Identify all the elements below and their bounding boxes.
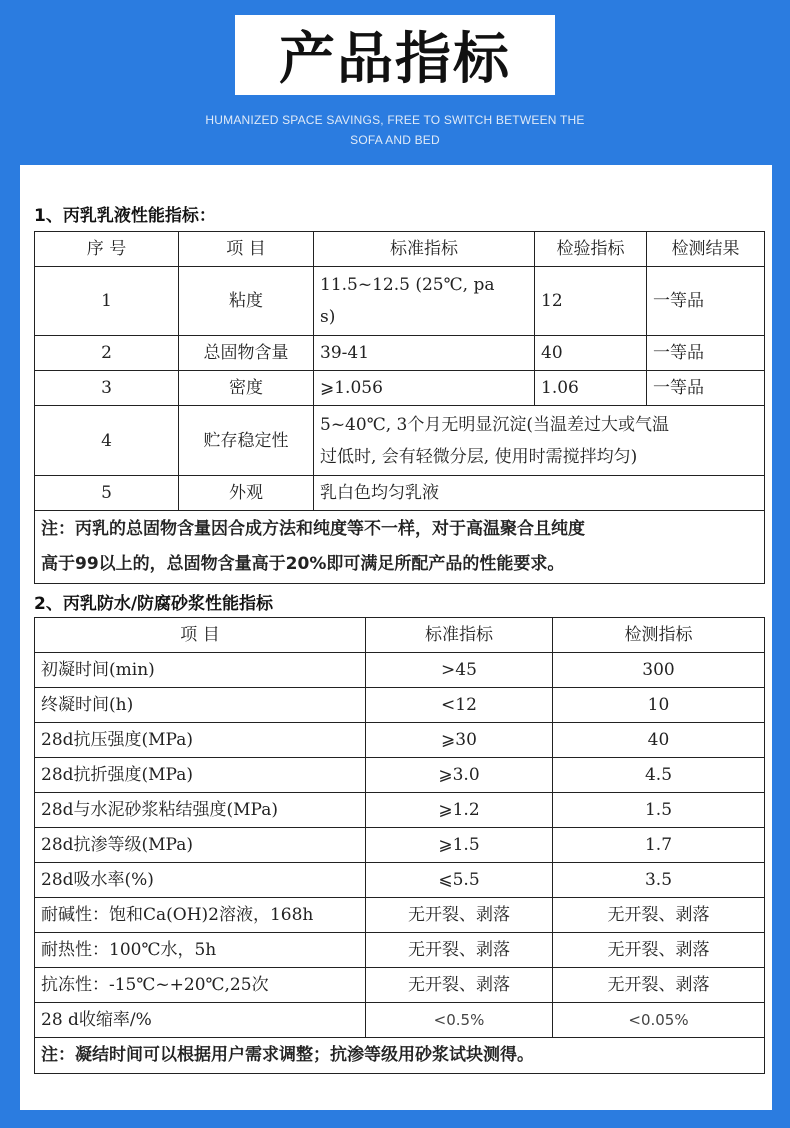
row-test: 40: [553, 723, 765, 758]
row-result: 一等品: [647, 371, 765, 406]
row-item: 28d抗压强度(MPa): [35, 723, 366, 758]
table-row: [35, 933, 765, 968]
row-item: 外观: [179, 476, 314, 511]
table-header-row: [35, 232, 765, 267]
row-test: 4.5: [553, 758, 765, 793]
row-no: 2: [35, 336, 179, 371]
row-test: 300: [553, 653, 765, 688]
row-standard: 无开裂、剥落: [366, 968, 553, 1003]
row-standard: >45: [366, 653, 553, 688]
note-row: [35, 511, 765, 584]
content-panel: [20, 165, 772, 1110]
row-standard: 无开裂、剥落: [366, 898, 553, 933]
header-test: 检测指标: [553, 618, 765, 653]
row-test: 1.06: [535, 371, 647, 406]
table-row: [35, 793, 765, 828]
row-test: 40: [535, 336, 647, 371]
row-standard: ⩾1.056: [314, 371, 535, 406]
row-item: 粘度: [179, 267, 314, 336]
row-test: 无开裂、剥落: [553, 968, 765, 1003]
header-item: 项 目: [179, 232, 314, 267]
table-row: [35, 758, 765, 793]
row-standard: 无开裂、剥落: [366, 933, 553, 968]
row-no: 4: [35, 406, 179, 476]
row-test: 1.7: [553, 828, 765, 863]
section2-note: 注：凝结时间可以根据用户需求调整；抗渗等级用砂浆试块测得。: [35, 1038, 765, 1074]
table-row: [35, 898, 765, 933]
row-standard: ⩾1.5: [366, 828, 553, 863]
row-no: 3: [35, 371, 179, 406]
row-test: <0.05%: [553, 1003, 765, 1038]
note-line-1: 注：丙乳的总固物含量因合成方法和纯度等不一样，对于高温聚合且纯度: [41, 519, 585, 539]
row-item: 密度: [179, 371, 314, 406]
table-row: [35, 968, 765, 1003]
table-row: [35, 653, 765, 688]
row-standard: 乳白色均匀乳液: [314, 476, 765, 511]
row-test: 10: [553, 688, 765, 723]
row-test: 12: [535, 267, 647, 336]
row-standard: ⩾3.0: [366, 758, 553, 793]
mortar-table: [34, 617, 765, 1074]
section1-note: [35, 511, 765, 584]
table-row: [35, 828, 765, 863]
row-standard: [314, 267, 535, 336]
header-result: 检测结果: [647, 232, 765, 267]
table-row: [35, 371, 765, 406]
row-item: 耐热性：100℃水，5h: [35, 933, 366, 968]
row-standard-line-2: 过低时, 会有轻微分层, 使用时需搅拌均匀): [320, 446, 638, 467]
note-line-2: 高于99以上的，总固物含量高于20%即可满足所配产品的性能要求。: [41, 554, 565, 574]
row-result: 一等品: [647, 336, 765, 371]
note-row: [35, 1038, 765, 1074]
table-row: [35, 406, 765, 476]
subtitle-line-1: HUMANIZED SPACE SAVINGS, FREE TO SWITCH BETWEEN THE: [205, 113, 585, 127]
row-item: 初凝时间(min): [35, 653, 366, 688]
row-no: 5: [35, 476, 179, 511]
row-item: 抗冻性：-15℃~+20℃,25次: [35, 968, 366, 1003]
row-standard-line-1: 11.5~12.5 (25℃, pa: [320, 275, 495, 295]
header-item: 项 目: [35, 618, 366, 653]
title-box: [235, 15, 555, 95]
section1-heading: 1、丙乳乳液性能指标：: [34, 206, 216, 226]
row-item: 终凝时间(h): [35, 688, 366, 723]
subtitle-line-2: SOFA AND BED: [350, 133, 440, 147]
emulsion-table: [34, 231, 765, 584]
row-standard: ⩽5.5: [366, 863, 553, 898]
row-standard: ⩾30: [366, 723, 553, 758]
row-item: 28d抗折强度(MPa): [35, 758, 366, 793]
row-standard: [314, 406, 765, 476]
page-title: 产品指标: [279, 27, 511, 92]
row-test: 3.5: [553, 863, 765, 898]
header-standard: 标准指标: [366, 618, 553, 653]
row-result: 一等品: [647, 267, 765, 336]
row-item: 28d吸水率(%): [35, 863, 366, 898]
table-row: [35, 688, 765, 723]
row-standard: <0.5%: [366, 1003, 553, 1038]
row-standard-line-1: 5~40℃, 3个月无明显沉淀(当温差过大或气温: [320, 414, 669, 435]
row-standard: <12: [366, 688, 553, 723]
header-standard: 标准指标: [314, 232, 535, 267]
row-item: 28d抗渗等级(MPa): [35, 828, 366, 863]
row-test: 1.5: [553, 793, 765, 828]
table-row: [35, 723, 765, 758]
row-test: 无开裂、剥落: [553, 933, 765, 968]
row-standard: 39-41: [314, 336, 535, 371]
header-no: 序 号: [35, 232, 179, 267]
table-row: [35, 476, 765, 511]
header-test: 检验指标: [535, 232, 647, 267]
row-item: 28d与水泥砂浆粘结强度(MPa): [35, 793, 366, 828]
subtitle: [150, 110, 640, 150]
table-row: [35, 336, 765, 371]
section2-heading: 2、丙乳防水/防腐砂浆性能指标: [34, 594, 274, 614]
row-no: 1: [35, 267, 179, 336]
row-item: 耐碱性：饱和Ca(OH)2溶液，168h: [35, 898, 366, 933]
table-row: [35, 863, 765, 898]
row-item: 28 d收缩率/%: [35, 1003, 366, 1038]
table-row: [35, 267, 765, 336]
table-row: [35, 1003, 765, 1038]
row-test: 无开裂、剥落: [553, 898, 765, 933]
row-item: 总固物含量: [179, 336, 314, 371]
row-standard-line-2: s): [320, 307, 336, 327]
row-item: 贮存稳定性: [179, 406, 314, 476]
row-standard: ⩾1.2: [366, 793, 553, 828]
table-header-row: [35, 618, 765, 653]
